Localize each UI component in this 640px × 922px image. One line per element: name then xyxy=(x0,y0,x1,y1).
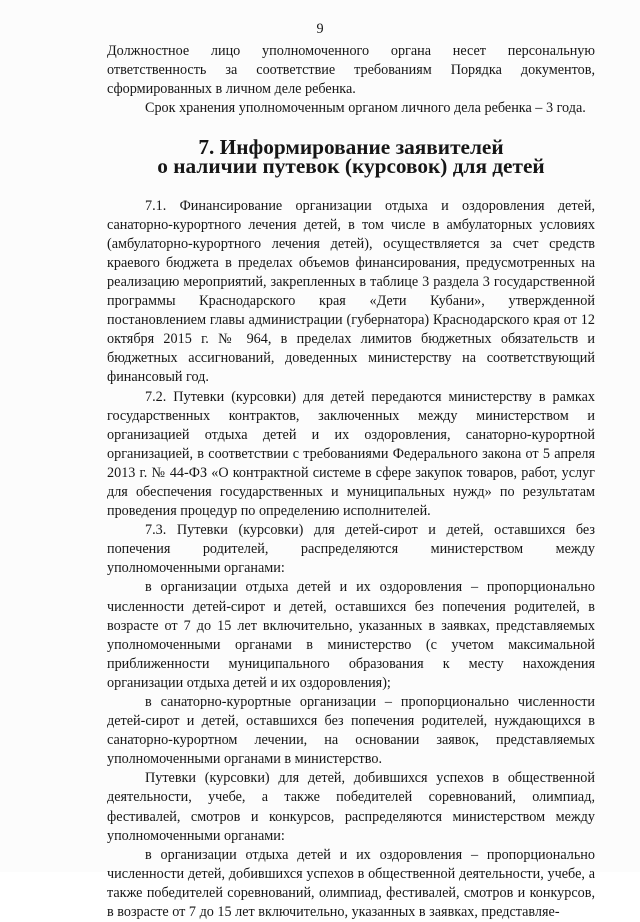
paragraph-7-1: 7.1. Финансирование организации отдыха и оздоровления детей, санаторно-курортного лечения детей, в том числе в амбулаторных условиях (амбулаторно-курортного лечения детей), осуществляется за счет средств краевого бюджета в пределах объемов финансирования, предусмотренных на реализацию мероприятий, закрепленных в таблице 3 раздела 3 государственной программы Краснодарского края «Дети Кубани», утвержденной постановлением главы администрации (губернатора) Краснодарского края от 12 октября 2015 г. № 964, в пределах лимитов бюджетных обязательств и бюджетных ассигнований, доведенных министерству на соответствующий финансовый год. xyxy=(107,197,595,386)
paragraph-achievers: Путевки (курсовки) для детей, добившихся успехов в общественной деятельности, учебе, а также победителей соревнований, олимпиад, фестивалей, смотров и конкурсов, распределяются министерством между уполномоченными органами: xyxy=(107,770,595,844)
paragraph-7-3-sanatoriums: в санаторно-курортные организации – пропорционально численности детей-сирот и детей, оставшихся без попечения родителей, нуждающихся в санаторно-курортном лечении, на основании заявок, представляемых уполномоченными органами в министерство. xyxy=(107,694,595,768)
paragraph-achievers-rest-camps: в организации отдыха детей и их оздоровления – пропорционально численности детей, добившихся успехов в общественной деятельности, учебе, а также победителей соревнований, олимпиад, фестивалей, смотров и конкурсов, в возрасте от 7 до 15 лет включительно, указанных в заявках, представляе- xyxy=(107,846,595,921)
paragraph-7-2: 7.2. Путевки (курсовки) для детей передаются министерству в рамках государственных контрактов, заключенных между министерством и организацией отдыха детей и их оздоровления, санаторно-курортной организацией, в соответствии с требованиями Федерального закона от 5 апреля 2013 г. № 44-ФЗ «О контрактной системе в сфере закупок товаров, работ, услуг для обеспечения государственных и муниципальных нужд» по результатам проведения процедур по определению исполнителей. xyxy=(107,388,595,520)
section-heading-line-2: о наличии путевок (курсовок) для детей xyxy=(157,154,545,179)
section-heading-line-1: 7. Информирование заявителей xyxy=(198,135,504,160)
paragraph-7-3-rest-camps: в организации отдыха детей и их оздоровления – пропорционально численности детей-сирот и детей, оставшихся без попечения родителей, в возрасте от 7 до 15 лет включительно, указанных в заявках, представляемых уполномоченными органами в министерство (с учетом максимальной приближенности муниципального образования к месту нахождения организации отдыха детей и их оздоровления); xyxy=(107,579,595,691)
paragraph-7-3: 7.3. Путевки (курсовки) для детей-сирот и детей, оставшихся без попечения родителей, распределяются министерством между уполномоченными органами: xyxy=(107,522,595,577)
paragraph-retention-period: Срок хранения уполномоченным органом личного дела ребенка – 3 года. xyxy=(145,100,586,117)
document-body xyxy=(107,42,595,922)
paragraph-responsibility: Должностное лицо уполномоченного органа несет персональную ответственность за соответствие требованиям Порядка документов, сформированных в личном деле ребенка. xyxy=(107,43,595,98)
section-heading xyxy=(107,135,595,179)
page-number: 9 xyxy=(316,21,324,37)
